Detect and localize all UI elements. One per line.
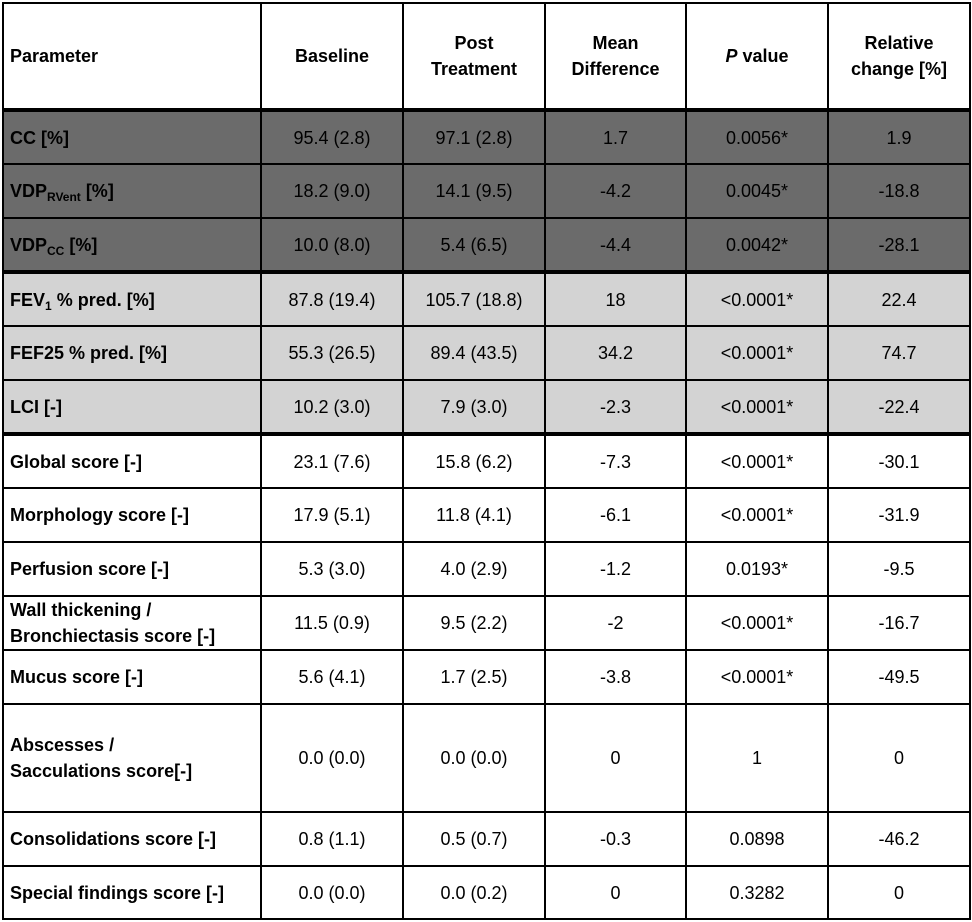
row-label-line1: Abscesses /	[10, 735, 115, 755]
cell-baseline: 10.0 (8.0)	[261, 218, 403, 272]
cell-rel-change: -46.2	[828, 812, 970, 866]
cell-rel-change: -49.5	[828, 650, 970, 704]
cell-rel-change: 22.4	[828, 272, 970, 326]
table-row	[3, 380, 970, 434]
cell-p-value: <0.0001*	[686, 434, 828, 488]
table-row	[3, 488, 970, 542]
cell-baseline: 10.2 (3.0)	[261, 380, 403, 434]
cell-rel-change: 0	[828, 704, 970, 812]
cell-baseline: 5.3 (3.0)	[261, 542, 403, 596]
cell-rel-change: -22.4	[828, 380, 970, 434]
cell-baseline: 11.5 (0.9)	[261, 596, 403, 650]
table-row	[3, 704, 970, 812]
cell-rel-change: -16.7	[828, 596, 970, 650]
header-post-line1: Post	[454, 33, 494, 53]
cell-mean-diff: -2	[545, 596, 686, 650]
cell-post: 89.4 (43.5)	[403, 326, 545, 380]
cell-rel-change: 0	[828, 866, 970, 919]
cell-rel-change: -30.1	[828, 434, 970, 488]
cell-rel-change: -9.5	[828, 542, 970, 596]
table-row	[3, 164, 970, 218]
cell-p-value: 0.0045*	[686, 164, 828, 218]
row-label: Global score [-]	[3, 434, 261, 488]
row-label-main: VDP	[10, 234, 48, 255]
results-table	[2, 2, 971, 920]
table-row	[3, 812, 970, 866]
cell-mean-diff: -6.1	[545, 488, 686, 542]
row-label-line2: Bronchiectasis score [-]	[10, 626, 216, 646]
cell-post: 15.8 (6.2)	[403, 434, 545, 488]
header-mean-line1: Mean	[592, 33, 639, 53]
cell-p-value: <0.0001*	[686, 326, 828, 380]
cell-mean-diff: -1.2	[545, 542, 686, 596]
cell-mean-diff: 0	[545, 704, 686, 812]
cell-post: 9.5 (2.2)	[403, 596, 545, 650]
header-row	[3, 3, 970, 110]
cell-baseline: 18.2 (9.0)	[261, 164, 403, 218]
row-label: Consolidations score [-]	[3, 812, 261, 866]
header-post-treatment	[403, 3, 545, 110]
cell-baseline: 23.1 (7.6)	[261, 434, 403, 488]
row-label	[3, 704, 261, 812]
cell-mean-diff: 1.7	[545, 110, 686, 164]
cell-post: 14.1 (9.5)	[403, 164, 545, 218]
cell-p-value: 0.3282	[686, 866, 828, 919]
cell-post: 1.7 (2.5)	[403, 650, 545, 704]
table-row	[3, 596, 970, 650]
header-rel-line2: change [%]	[850, 59, 947, 79]
cell-post: 11.8 (4.1)	[403, 488, 545, 542]
row-label: Mucus score [-]	[3, 650, 261, 704]
row-label-line2: Sacculations score[-]	[10, 761, 193, 781]
row-label-rest: [%]	[64, 234, 98, 255]
row-label-sub: 1	[45, 298, 52, 313]
header-p-value	[686, 3, 828, 110]
row-label-main: VDP	[10, 181, 48, 201]
header-parameter: Parameter	[3, 3, 261, 110]
row-label: Morphology score [-]	[3, 488, 261, 542]
cell-mean-diff: -7.3	[545, 434, 686, 488]
cell-p-value: <0.0001*	[686, 650, 828, 704]
cell-p-value: 0.0042*	[686, 218, 828, 272]
cell-mean-diff: 34.2	[545, 326, 686, 380]
cell-p-value: <0.0001*	[686, 596, 828, 650]
cell-mean-diff: -2.3	[545, 380, 686, 434]
row-label: CC [%]	[3, 110, 261, 164]
cell-post: 0.0 (0.2)	[403, 866, 545, 919]
cell-baseline: 95.4 (2.8)	[261, 110, 403, 164]
cell-post: 97.1 (2.8)	[403, 110, 545, 164]
row-label: LCI [-]	[3, 380, 261, 434]
cell-post: 105.7 (18.8)	[403, 272, 545, 326]
cell-mean-diff: 18	[545, 272, 686, 326]
cell-p-value: <0.0001*	[686, 272, 828, 326]
row-label-main: FEV	[10, 289, 46, 310]
header-mean-difference	[545, 3, 686, 110]
table-row	[3, 434, 970, 488]
row-label: FEF25 % pred. [%]	[3, 326, 261, 380]
cell-p-value: 0.0898	[686, 812, 828, 866]
table-row	[3, 326, 970, 380]
cell-p-value: 1	[686, 704, 828, 812]
cell-mean-diff: 0	[545, 866, 686, 919]
header-rel-line1: Relative	[864, 33, 934, 53]
header-post-line2: Treatment	[430, 59, 518, 79]
cell-baseline: 55.3 (26.5)	[261, 326, 403, 380]
table-row	[3, 542, 970, 596]
cell-mean-diff: -4.4	[545, 218, 686, 272]
table-row	[3, 110, 970, 164]
table-row	[3, 272, 970, 326]
cell-p-value: 0.0193*	[686, 542, 828, 596]
header-p-italic: P	[725, 46, 738, 66]
cell-p-value: <0.0001*	[686, 380, 828, 434]
cell-rel-change: -28.1	[828, 218, 970, 272]
cell-baseline: 5.6 (4.1)	[261, 650, 403, 704]
row-label-rest: % pred. [%]	[51, 289, 155, 310]
table-row	[3, 650, 970, 704]
row-label-rest: [%]	[80, 181, 114, 201]
row-label	[3, 218, 261, 272]
cell-post: 0.0 (0.0)	[403, 704, 545, 812]
cell-baseline: 0.8 (1.1)	[261, 812, 403, 866]
cell-rel-change: -31.9	[828, 488, 970, 542]
cell-post: 7.9 (3.0)	[403, 380, 545, 434]
row-label-line1: Wall thickening /	[10, 600, 152, 620]
row-label-sub: RVent	[47, 190, 81, 204]
header-baseline: Baseline	[261, 3, 403, 110]
header-p-rest: value	[737, 46, 789, 66]
cell-p-value: 0.0056*	[686, 110, 828, 164]
row-label: Perfusion score [-]	[3, 542, 261, 596]
table-row	[3, 218, 970, 272]
header-mean-line2: Difference	[571, 59, 660, 79]
table-row	[3, 866, 970, 919]
cell-post: 4.0 (2.9)	[403, 542, 545, 596]
row-label	[3, 272, 261, 326]
cell-rel-change: 74.7	[828, 326, 970, 380]
cell-mean-diff: -3.8	[545, 650, 686, 704]
cell-baseline: 87.8 (19.4)	[261, 272, 403, 326]
row-label	[3, 596, 261, 650]
cell-mean-diff: -0.3	[545, 812, 686, 866]
cell-baseline: 0.0 (0.0)	[261, 866, 403, 919]
cell-post: 0.5 (0.7)	[403, 812, 545, 866]
header-relative-change	[828, 3, 970, 110]
cell-baseline: 0.0 (0.0)	[261, 704, 403, 812]
row-label	[3, 164, 261, 218]
cell-baseline: 17.9 (5.1)	[261, 488, 403, 542]
cell-p-value: <0.0001*	[686, 488, 828, 542]
row-label: Special findings score [-]	[3, 866, 261, 919]
cell-rel-change: -18.8	[828, 164, 970, 218]
cell-rel-change: 1.9	[828, 110, 970, 164]
row-label-sub: CC	[47, 243, 65, 258]
cell-post: 5.4 (6.5)	[403, 218, 545, 272]
cell-mean-diff: -4.2	[545, 164, 686, 218]
